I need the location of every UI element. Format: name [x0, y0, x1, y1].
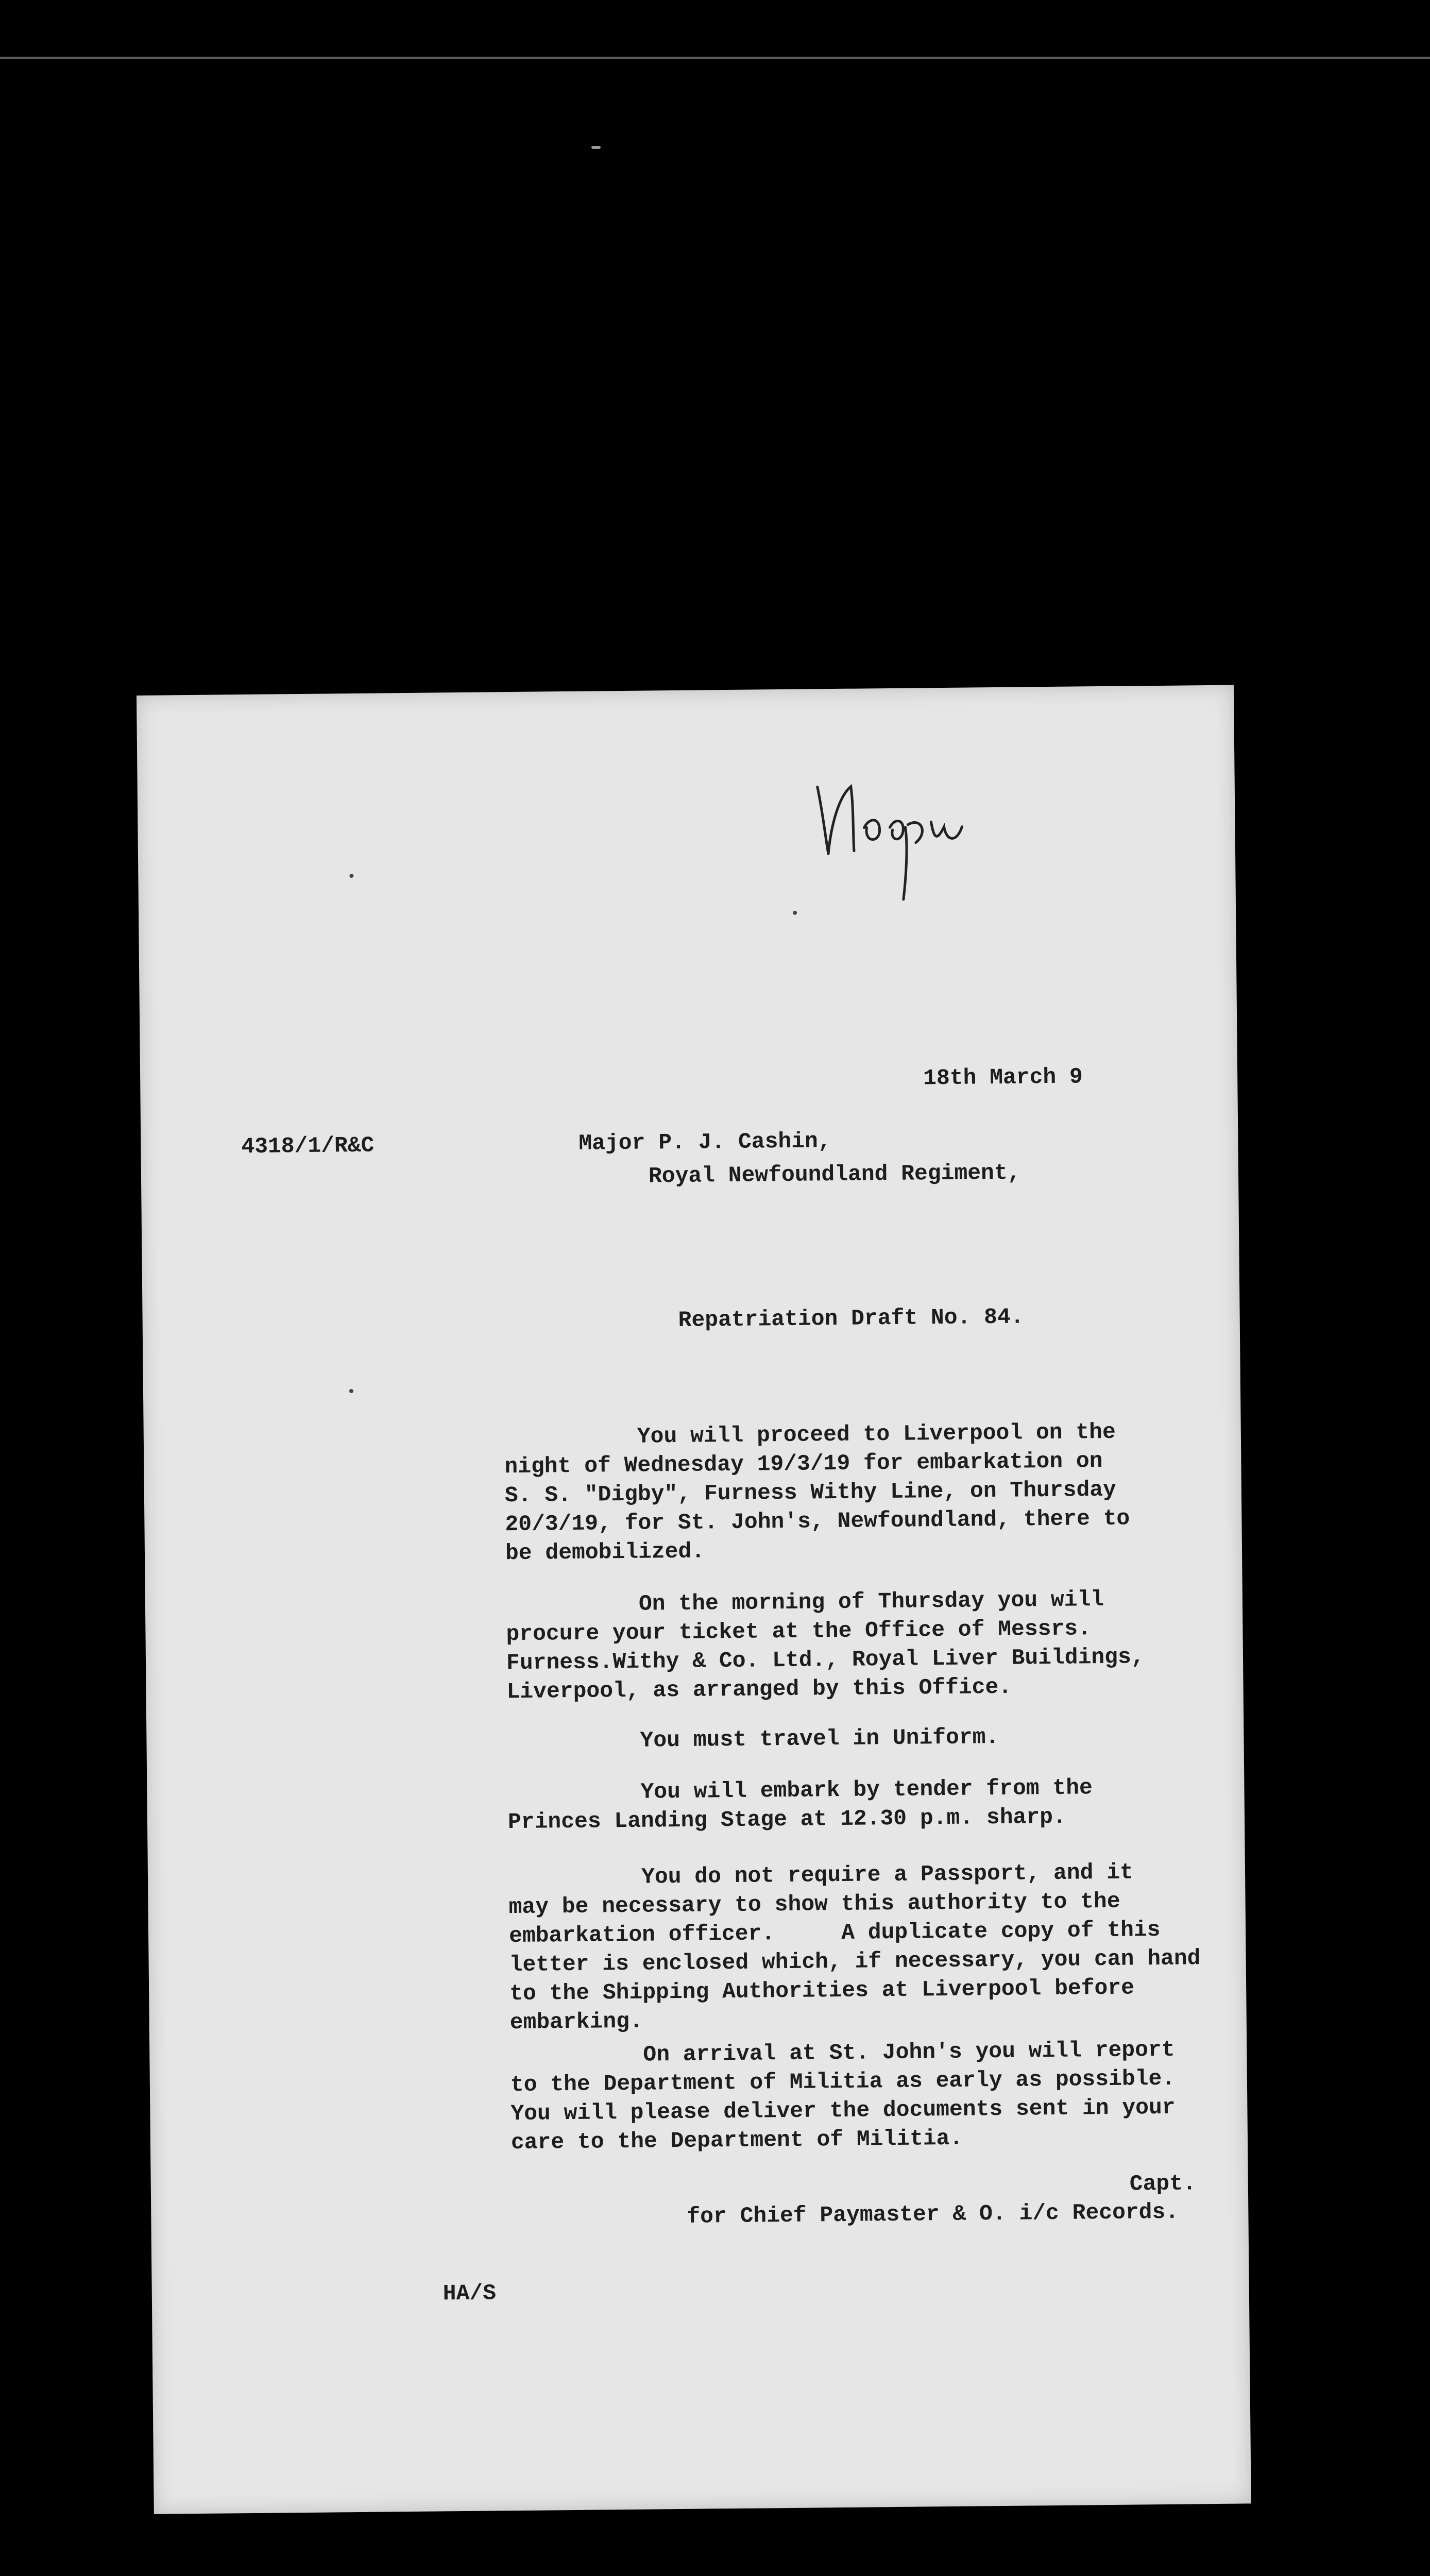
handwritten-annotation: [802, 765, 968, 906]
letter-date: 18th March 9: [923, 1064, 1083, 1091]
signature-line: for Chief Paymaster & O. i/c Records.: [687, 2199, 1179, 2229]
paragraph-1: You will proceed to Liverpool on the night of Wednesday 19/3/19 for embarkation on S. S. "Digby", Furness Withy Line, on Thursday 20/3/19, for St. John's, Newfoundland, there to be demobilized.: [504, 1419, 1130, 1566]
subject-line: Repatriation Draft No. 84.: [678, 1304, 1024, 1333]
reference-number: 4318/1/R&C: [241, 1132, 374, 1160]
paragraph-2: On the morning of Thursday you will procure your ticket at the Office of Messrs. Furness.Withy & Co. Ltd., Royal Liver Buildings, Liverpool, as arranged by this Office.: [505, 1587, 1145, 1705]
paragraph-4: You will embark by tender from the Princes Landing Stage at 12.30 p.m. sharp.: [507, 1775, 1093, 1835]
recipient-unit: Royal Newfoundland Regiment,: [648, 1160, 1021, 1189]
paragraph-3: You must travel in Uniform.: [507, 1724, 999, 1755]
paragraph-5: You do not require a Passport, and it may be necessary to show this authority to the embarkation officer. A duplicate copy of this letter is enclosed which, if necessary, you can hand to the Shipping Authorities at Liverpool before embarking.: [508, 1859, 1201, 2036]
paper-speck: [349, 1389, 353, 1393]
film-speck: [591, 146, 601, 149]
paper-speck: [349, 874, 353, 878]
signature-rank: Capt.: [1129, 2171, 1197, 2197]
film-edge-line: [0, 57, 1430, 59]
recipient-name: Major P. J. Cashin,: [578, 1128, 831, 1156]
typist-initials: HA/S: [442, 2280, 497, 2307]
paragraph-6: On arrival at St. John's you will report to the Department of Militia as early as possible. You will please deliver the documents sent in your care to the Department of Militia.: [510, 2037, 1176, 2156]
paper-speck: [793, 911, 797, 915]
letter-page: [137, 685, 1251, 2514]
